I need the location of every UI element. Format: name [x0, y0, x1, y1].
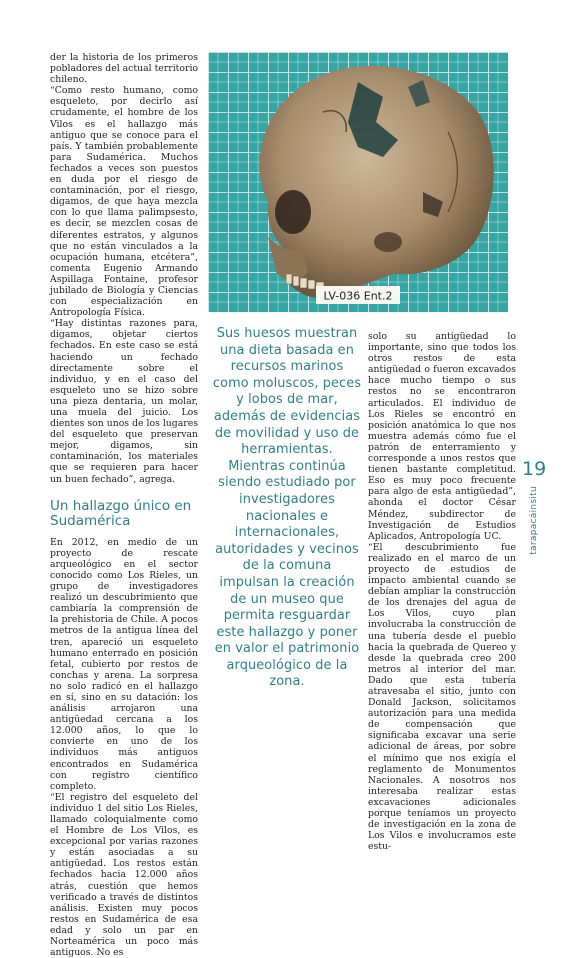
left-column	[50, 52, 198, 958]
left-paragraph-3: “Hay distintas razones para, digamos, objetar ciertos fechados. En este caso se está haciendo un fechado directamente sobre el individuo, y en el caso del esqueleto uno se hizo sobre una pieza dentaria, un molar, una muela del juicio. Los dientes son unos de los lugares del esqueleto que preservan mejor, digamos, sin contaminación, los materiales que se requieren para hacer un buen fechado”, agrega.	[50, 318, 198, 485]
specimen-label: LV-036 Ent.2	[323, 289, 393, 303]
section-subheading: Un hallazgo único en Sudamérica	[50, 497, 192, 529]
page-number: 19	[522, 458, 547, 480]
left-paragraph-4: En 2012, en medio de un proyecto de rescate arqueológico en el sector conocido como Los Rieles, un grupo de investigadores realizó un descubrimiento que cambiaría la comprensión de la prehistoria de Chile. A pocos metros de la antigua línea del tren, apareció un esqueleto humano enterrado en posición fetal, cubierto por restos de conchas y arena. La sorpresa no solo radicó en el hallazgo en sí, sino en su datación: los análisis arrojaron una antigüedad cercana a los 12.000 años, lo que lo convierte en uno de los individuos más antiguos encontrados en Sudamérica con registro científico completo.	[50, 536, 199, 792]
right-column	[368, 331, 516, 852]
left-paragraph-5: “El registro del esqueleto del individuo 1 del sitio Los Rieles, llamado coloquialmente como el Hombre de Los Vilos, es excepcional por varias razones y están asociadas a su antigüedad. Los restos están fechados hacia 12.000 años atrás, cuestión que hemos verificado a través de distintos análisis. Existen muy pocos restos en Sudamérica de esa edad y solo un par en Norteamérica un poco más antiguos. No es	[50, 791, 198, 958]
skull-illustration	[208, 52, 508, 312]
right-paragraph-1: solo su antigüedad lo importante, sino que todos los otros restos de esta antigüedad o fueron excavados hace mucho tiempo o sus restos no se encontraron articulados. El individuo de Los Rieles se encontró en posición anatómica lo que nos muestra además cómo fue el patrón de enterramiento y corresponde a unos restos que tienen bastante completitud. Eso es muy poco frecuente para algo de esta antigüedad”, ahonda el doctor César Méndez, subdirector de Investigación de Estudios Aplicados, Antropología UC.	[368, 331, 516, 542]
right-paragraph-2: “El descubrimiento fue realizado en el marco de un proyecto de estudios de impacto ambiental cuando se debían ampliar la construcción de los drenajes del agua de Los Vilos, cuyo plan involucraba la construcción de una tubería desde el pueblo hacia la quebrada de Quereo y desde la quebrada creo 200 metros al interior del mar. Dado que esta tubería atravesaba el sitio, junto con Donald Jackson, solicitamos autorización para una medida de compensación que significaba excavar una serie adicional de áreas, por sobre el mínimo que nos exigía el reglamento de Monumentos Nacionales. A nosotros nos interesaba realizar estas excavaciones adicionales porque teníamos un proyecto de investigación en la zona de Los Vilos e involucramos este estu-	[368, 541, 516, 853]
left-paragraph-2: “Como resto humano, como esqueleto, por decirlo así crudamente, el hombre de los Vilos es el hallazgo más antiguo que se conoce para el país. Y también probablemente para Sudamérica. Muchos fechados a veces son puestos en duda por el riesgo de contaminación, por el riesgo, digamos, de que haya mezcla con lo que llama palimpsesto, es decir, se mezclen cosas de diferentes estratos, y algunos que no están vinculados a la ocupación humana, etcétera”, comenta Eugenio Armando Aspillaga Fontaine, profesor jubilado de Biología y Ciencias con especialización en Antropología Física.	[50, 85, 198, 319]
magazine-name: tarapacáinsitu	[529, 486, 539, 555]
left-paragraph-1: der la historia de los primeros pobladores del actual territorio chileno.	[50, 52, 199, 86]
skull-photo	[208, 52, 508, 312]
pull-quote: Sus huesos muestran una dieta basada en recursos marinos como moluscos, peces y lobos de mar, además de evidencias de movilidad y uso de herramientas. Mientras continúa siendo estudiado por investigadores nacionales e internacionales, autoridades y vecinos de la comuna impulsan la creación de un museo que permita resguardar este hallazgo y poner en valor el patrimonio arqueológico de la zona.	[212, 326, 362, 690]
